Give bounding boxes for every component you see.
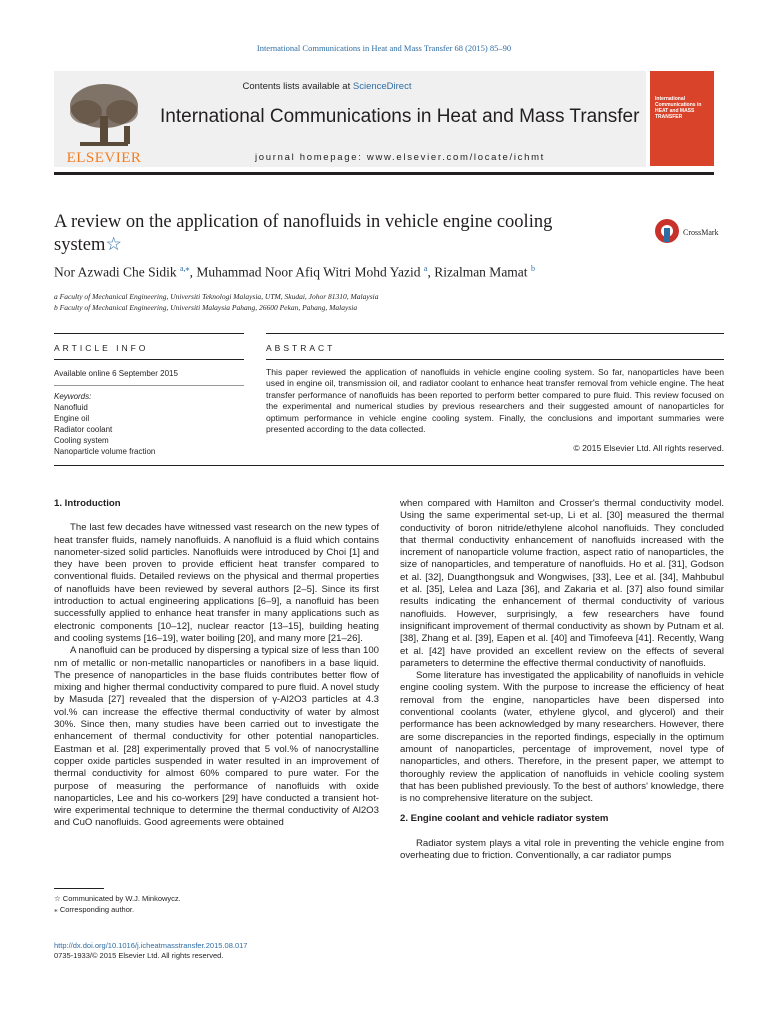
footnote-rule	[54, 888, 104, 889]
crossmark-label: CrossMark	[683, 228, 719, 237]
body-paragraph: when compared with Hamilton and Crosser's thermal conductivity model. Using the same experimental set-up, Li et al. [30] measured the thermal conductivity of boron nitride/ethylene alcohol nanofluids. They concluded that thermal conductivity enhancement of nanofluids increased with the increment of nanoparticle volume fraction, aspect ratio of nanoparticles, the size of nanoparticles, and temperature of nanofluids. Ho et al. [31], Godson et al. [32], Duangthongsuk and Wongwises, [33], Lee et al. [34], Mahbubul et al. [35], Lelea and Laza [36], and Zakaria et al. [37] also found similar results indicating the enhancement of thermal conductivity of various nanofluids. However, surprisingly, a few researchers have found insignificant improvement of thermal conductivity as shown by Putnam et al. [38], Zhang et al. [39], Eapen et al. [40] and Timofeeva [41]. Recently, Wang et al. [42] have provided an excellent review on the effects of several parameters to determine the effective thermal conductivity of nanofluids.	[400, 498, 724, 669]
divider	[54, 465, 724, 466]
sciencedirect-link[interactable]: ScienceDirect	[352, 81, 412, 92]
affiliation-a: a Faculty of Mechanical Engineering, Universiti Teknologi Malaysia, UTM, Skudai, Johor 81310, Malaysia	[54, 292, 379, 301]
journal-citation[interactable]: International Communications in Heat and Mass Transfer 68 (2015) 85–90	[256, 43, 512, 53]
body-paragraph: Radiator system plays a vital role in preventing the vehicle engine from overheating due to friction. Conventionally, a car radiator pumps	[400, 837, 724, 862]
author-name[interactable]: Muhammad Noor Afiq Witri Mohd Yazid	[196, 264, 421, 280]
keyword-item: Nanofluid	[54, 403, 88, 412]
section-heading: 2. Engine coolant and vehicle radiator system	[400, 813, 609, 825]
author-name[interactable]: Rizalman Mamat	[434, 264, 528, 280]
divider	[54, 385, 244, 386]
article-info-heading: ARTICLE INFO	[54, 343, 149, 353]
issn-line: 0735-1933/© 2015 Elsevier Ltd. All rights reserved.	[54, 951, 224, 960]
author-affiliation-mark[interactable]: a,⁎	[180, 264, 190, 273]
article-title	[54, 211, 574, 257]
author-list: Nor Azwadi Che Sidik $^{a,⁎}$, Muhammad Noor Afiq Witri Mohd Yazid $^a$, Rizalman Mamat $^b$	[54, 264, 535, 280]
divider	[54, 359, 244, 360]
crossmark-icon[interactable]	[654, 216, 724, 246]
article-title-text: A review on the application of nanofluids in vehicle engine cooling system	[54, 212, 553, 255]
affiliation-b: b Faculty of Mechanical Engineering, Universiti Malaysia Pahang, 26600 Pekan, Pahang, Malaysia	[54, 303, 358, 312]
body-right-column	[400, 498, 724, 862]
body-left-column	[54, 498, 379, 830]
journal-name: International Communications in Heat and Mass Transfer	[160, 106, 640, 127]
author-name[interactable]: Nor Azwadi Che Sidik	[54, 264, 177, 280]
footnote-corresponding: ⁎ Corresponding author.	[54, 905, 135, 914]
abstract-copyright: © 2015 Elsevier Ltd. All rights reserved.	[573, 443, 724, 453]
divider	[266, 333, 724, 334]
doi-link[interactable]: http://dx.doi.org/10.1016/j.icheatmasstransfer.2015.08.017	[54, 941, 248, 950]
divider	[266, 359, 724, 360]
journal-homepage[interactable]: journal homepage: www.elsevier.com/locate/ichmt	[254, 152, 546, 163]
keywords-label: Keywords:	[54, 392, 92, 401]
body-paragraph: The last few decades have witnessed vast research on the new types of heat transfer fluids, namely nanofluids. A nanofluid is a fluid which contains nanometer-sized solid particles. Nanofluids were introduced by Choi [1] and they have been proven to provide efficient heat transfer compared to conventional fluids. Detailed reviews on the physical and thermal properties of nanofluids have been reviewed by several authors [2–5]. Since its first introduction to actual engineering applications [6–9], a nanofluid has been successfully applied to enhance heat transfer in many applications such as electronic components [10–12], nuclear reactor [13–15], building heating and cooling systems [16–19], water boiling [20], and many more [21–26].	[54, 522, 379, 644]
keyword-item: Nanoparticle volume fraction	[54, 447, 156, 456]
keyword-item: Cooling system	[54, 436, 109, 445]
keyword-item: Engine oil	[54, 414, 90, 423]
author-affiliation-mark[interactable]: b	[530, 264, 535, 273]
publisher-name: ELSEVIER	[66, 150, 142, 166]
available-online: Available online 6 September 2015	[54, 369, 178, 378]
journal-cover-title: International Communications in HEAT and MASS TRANSFER	[655, 96, 702, 120]
contents-prefix: Contents lists available at	[242, 81, 353, 92]
keyword-item: Radiator coolant	[54, 425, 113, 434]
body-paragraph: Some literature has investigated the applicability of nanofluids in vehicle engine cooling system. With the purpose to increase the efficiency of heat removal from the engine, nanoparticles have been dispersed into conventional coolants (water, ethylene glycol, and glycerol) and their performance has been acknowledged by many researchers. However, there are some discrepancies in the reported findings, especially in the optimum amount of nanoparticles, percentage of improvement, novel type of nanoparticles, and others. Therefore, in the present paper, we attempt to thoroughly review the application of nanofluids in vehicle cooling system that has been published previously. To the best of authors' knowledge, there is no comprehensive literature on the subject.	[400, 670, 724, 805]
header-rule	[54, 172, 714, 175]
title-footnote-mark[interactable]: ☆	[105, 235, 122, 255]
bottom-info	[54, 941, 374, 961]
author-affiliation-mark[interactable]: a	[423, 264, 428, 273]
divider	[54, 333, 244, 334]
section-heading: 1. Introduction	[54, 498, 121, 509]
footnote-communicated: ☆ Communicated by W.J. Minkowycz.	[54, 894, 181, 903]
abstract-heading: ABSTRACT	[266, 343, 336, 353]
contents-line	[0, 81, 654, 92]
body-paragraph: A nanofluid can be produced by dispersing a typical size of less than 100 nm of metallic or non-metallic nanoparticles or nanofibers in a base liquid. The presence of nanoparticles in the base fluids contributes better flow of mixing and higher thermal conductivity compared to pure fluid. A novel study by Masuda [27] revealed that the dispersion of γ-Al2O3 particles at 4.3 vol.% can increase the effective thermal conductivity of water by almost 30%. Since then, many studies have been carried out to investigate the enhancement of thermal conductivity for other potential nanoparticles. Eastman et al. [28] experimentally proved that 5 vol.% of nanocrystalline copper oxide particles suspended in water resulted in an improvement of thermal conductivity for almost 60% compared to pure water. For the purpose of measuring the performance of nanofluids with oxide nanoparticles, Lee and his co-workers [29] have conducted a transient hot-wire experimental technique to determine the thermal conductivity of Al2O3 and CuO nanofluids. Good agreements were obtained	[54, 645, 379, 829]
abstract-text: This paper reviewed the application of nanofluids in vehicle engine cooling system. So far, nanoparticles have been used in engine oil, transmission oil, and radiator coolant to enhance heat transfer removal from vehicle engine. The heat transfer performance of nanofluids has been reported to perform better compared to pure fluid. This review focused on the experimental and numerical studies by previous researchers and their suggested amount of nanoparticles for optimum performance in vehicle engine cooling system. Finally, the conclusions and important summaries were presented according to the data collected.	[266, 367, 724, 435]
